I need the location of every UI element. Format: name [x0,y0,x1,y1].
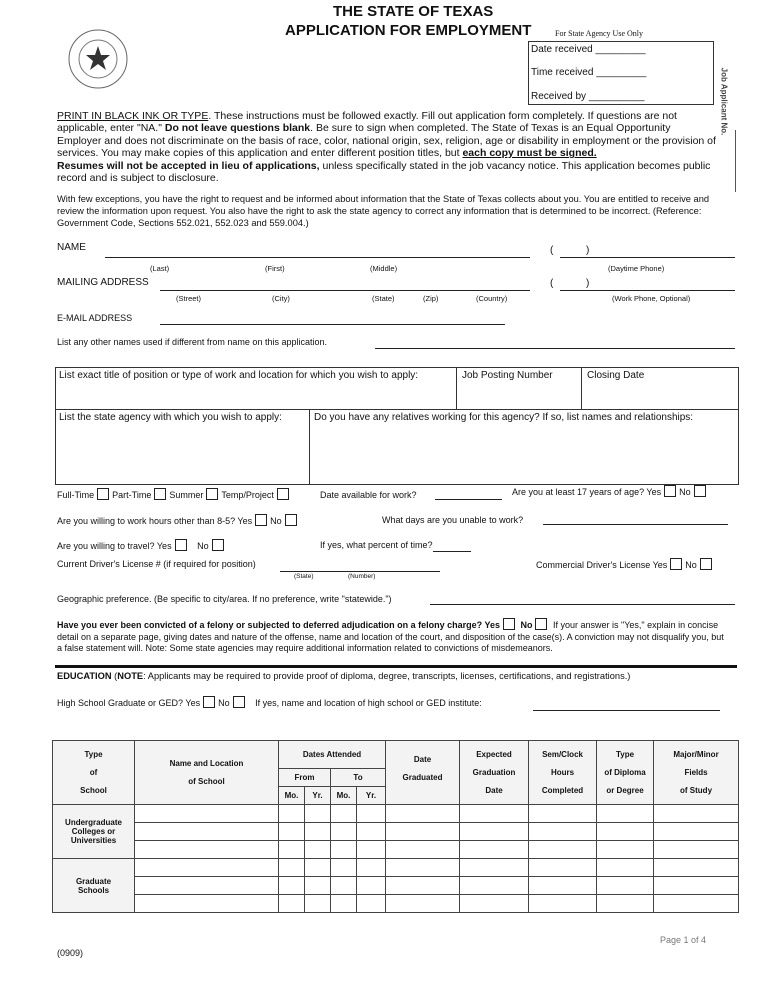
full-time-label: Full-Time [57,490,95,500]
table-row [53,895,739,913]
table-cell[interactable] [135,841,279,859]
from-header: From [279,769,331,787]
instruction-bold: each copy must be signed. [462,147,597,160]
dates-attended-header: Dates Attended [279,741,386,769]
geo-label: Geographic preference. (Be specific to city/area. If no preference, write "statewide.") [57,594,392,604]
table-cell[interactable] [331,859,357,877]
mailing-label: MAILING ADDRESS [57,277,149,288]
table-cell[interactable] [357,823,386,841]
instructions-paragraph [57,110,717,184]
closing-date-label[interactable]: Closing Date [587,370,645,381]
table-cell[interactable] [135,877,279,895]
table-cell[interactable] [597,895,654,913]
table-cell[interactable] [654,877,739,895]
age-row [512,485,709,497]
table-cell[interactable] [305,895,331,913]
name-label: NAME [57,242,86,253]
paren: ) [586,278,590,289]
table-cell[interactable] [597,805,654,823]
state-label: (State) [372,294,395,303]
hours-row [57,514,300,526]
school-type-cell: Graduate Schools [53,859,135,913]
license-field[interactable] [280,571,440,572]
cdl-row [536,558,715,570]
days-unable-label: What days are you unable to work? [382,515,524,525]
paren: ( [550,245,554,256]
education-heading [57,671,630,681]
name-location-header: Name and Location of School [135,741,279,805]
cdl-no-checkbox[interactable] [700,558,712,570]
texas-seal-logo [67,28,129,90]
table-cell[interactable] [654,823,739,841]
instruction-bold: Resumes will not be accepted in lieu of applications, [57,159,320,172]
table-cell[interactable] [654,841,739,859]
table-cell[interactable] [460,859,529,877]
table-cell[interactable] [386,859,460,877]
hours-yes-checkbox[interactable] [255,514,267,526]
license-state-label: (State) [294,573,314,580]
part-time-checkbox[interactable] [154,488,166,500]
street-label: (Street) [176,294,202,303]
table-cell[interactable] [331,841,357,859]
to-header: To [331,769,386,787]
table-cell[interactable] [386,805,460,823]
table-cell[interactable] [357,895,386,913]
paren: ) [586,245,590,256]
hs-no-checkbox[interactable] [233,696,245,708]
table-cell[interactable] [460,841,529,859]
agency-use-label: For State Agency Use Only [555,29,643,38]
temp-label: Temp/Project [221,490,274,500]
no-label: No [218,698,230,708]
privacy-paragraph: With few exceptions, you have the right to request and be informed about information that the State of Texas collects about you. You are entitled to receive and review the information upon request. You also have the right to ask the state agency to correct any information that is determined to be incorrect. (Reference: Government Code, Sections 552.021, 552.023 and 559.004.) [57,194,710,228]
table-cell[interactable] [305,841,331,859]
major-minor-header: Major/Minor Fields of Study [654,741,739,805]
expected-graduation-header: Expected Graduation Date [460,741,529,805]
high-school-row [57,696,482,708]
table-cell[interactable] [357,805,386,823]
felony-question: Have you ever been convicted of a felony or subjected to deferred adjudication on a felony charge? Yes [57,620,500,630]
table-cell[interactable] [597,841,654,859]
table-cell[interactable] [279,823,305,841]
relatives-label[interactable]: Do you have any relatives working for this agency? If so, list names and relationships: [314,412,694,423]
percent-field[interactable] [433,551,471,552]
position-box [55,367,739,485]
table-cell[interactable] [529,859,597,877]
mo-header: Mo. [331,787,357,805]
section-divider [55,665,737,668]
table-cell[interactable] [305,877,331,895]
table-cell[interactable] [386,895,460,913]
position-title-label[interactable]: List exact title of position or type of work and location for which you wish to apply: [59,370,419,381]
yr-header: Yr. [305,787,331,805]
date-graduated-header: Date Graduated [386,741,460,805]
table-cell[interactable] [460,895,529,913]
table-cell[interactable] [279,895,305,913]
felony-paragraph [57,618,729,655]
instruction-bold: Do not leave questions blank [164,122,311,135]
name-field[interactable] [105,257,530,258]
note-open: ( [111,671,118,681]
hs-yes-checkbox[interactable] [203,696,215,708]
percent-label: If yes, what percent of time? [320,540,433,550]
agency-label[interactable]: List the state agency with which you wish to apply: [59,412,282,423]
table-cell[interactable] [305,859,331,877]
diploma-type-header: Type of Diploma or Degree [597,741,654,805]
school-type-cell: Undergraduate Colleges or Universities [53,805,135,859]
table-cell[interactable] [529,805,597,823]
table-cell[interactable] [529,823,597,841]
received-by: Received by __________ [531,91,645,102]
table-cell[interactable] [529,841,597,859]
table-cell[interactable] [597,823,654,841]
page-number: Page 1 of 4 [660,935,707,945]
table-cell[interactable] [135,805,279,823]
hours-label: Are you willing to work hours other than 8-5? Yes [57,516,253,526]
license-number-label: (Number) [348,573,376,580]
table-cell[interactable] [331,805,357,823]
table-cell[interactable] [279,805,305,823]
table-row [53,841,739,859]
job-applicant-line[interactable] [735,130,736,192]
table-cell[interactable] [279,841,305,859]
table-cell[interactable] [331,877,357,895]
table-cell[interactable] [357,859,386,877]
date-available-field[interactable] [435,499,502,500]
no-label: No [520,620,533,630]
table-cell[interactable] [654,805,739,823]
date-available-label: Date available for work? [320,490,417,500]
geo-field[interactable] [430,604,735,605]
hs-name-field[interactable] [533,710,720,711]
instruction-text: unless specifically stated in the job vacancy notice. This application becomes public record and is subject to disclosure. [57,159,711,185]
table-cell[interactable] [460,823,529,841]
table-cell[interactable] [331,895,357,913]
hours-completed-header: Sem/Clock Hours Completed [529,741,597,805]
table-row [53,859,739,877]
travel-no-checkbox[interactable] [212,539,224,551]
city-label: (City) [272,294,290,303]
daytime-phone-field[interactable] [560,257,735,258]
table-row [53,877,739,895]
table-cell[interactable] [357,841,386,859]
instruction-text: . These instructions must be followed exactly. Fill out application form completely. If questions are not applicable, enter "NA." [57,110,677,135]
education-title: EDUCATION [57,671,112,681]
travel-label: Are you willing to travel? Yes [57,541,172,551]
table-cell[interactable] [305,823,331,841]
note-text: : Applicants may be required to provide proof of diploma, degree, transcripts, licenses, certifications, and registrations.) [143,671,631,681]
table-cell[interactable] [654,895,739,913]
temp-checkbox[interactable] [277,488,289,500]
hs-name-label: If yes, name and location of high school or GED institute: [255,698,482,708]
daytime-phone-label: (Daytime Phone) [608,264,665,273]
table-cell[interactable] [460,805,529,823]
middle-label: (Middle) [370,264,398,273]
age-yes-checkbox[interactable] [664,485,676,497]
title-state: THE STATE OF TEXAS [333,3,494,20]
travel-yes-checkbox[interactable] [175,539,187,551]
table-cell[interactable] [386,877,460,895]
table-cell[interactable] [460,877,529,895]
cdl-yes-checkbox[interactable] [670,558,682,570]
table-cell[interactable] [386,841,460,859]
license-label: Current Driver's License # (if required for position) [57,559,256,569]
table-cell[interactable] [279,877,305,895]
days-unable-field[interactable] [543,524,728,525]
table-row [53,805,739,823]
table-cell[interactable] [529,877,597,895]
no-label: No [679,487,691,497]
agency-use-box [528,41,714,105]
time-received: Time received _________ [531,67,647,78]
title-application: APPLICATION FOR EMPLOYMENT [285,22,532,39]
date-received: Date received _________ [531,44,646,55]
email-label: E-MAIL ADDRESS [57,313,133,323]
job-posting-label[interactable]: Job Posting Number [462,370,553,381]
job-applicant-no: Job Applicant No. [719,67,729,136]
last-label: (Last) [150,264,170,273]
table-cell[interactable] [386,823,460,841]
felony-explanation: If your answer is "Yes," explain in concise detail on a separate page, giving dates and nature of the offense, name and location of the court, and disposition of the case(s). A conviction may not disqualify you, but a false statement will. Note: Some state agencies may require additional information related to convictions of misdemeanors. [57,620,724,654]
no-label: No [197,541,209,551]
table-cell[interactable] [135,823,279,841]
summer-checkbox[interactable] [206,488,218,500]
form-code: (0909) [57,948,84,958]
no-label: No [270,516,282,526]
felony-no-checkbox[interactable] [535,618,547,630]
work-phone-field[interactable] [560,290,735,291]
education-table [52,740,739,913]
table-cell[interactable] [529,895,597,913]
print-instruction: PRINT IN BLACK INK OR TYPE [57,110,209,122]
table-cell[interactable] [135,859,279,877]
instruction-text: . Be sure to sign when completed. The State of Texas is an Equal Opportunity Employer and does not discriminate on the basis of race, color, national origin, sex, religion, age or disability in employment or the provision of services. You may make copies of this application and enter different position titles, but [57,122,716,160]
table-cell[interactable] [357,877,386,895]
zip-label: (Zip) [423,294,439,303]
hours-no-checkbox[interactable] [285,514,297,526]
email-field[interactable] [160,324,505,325]
table-cell[interactable] [279,859,305,877]
table-cell[interactable] [331,823,357,841]
table-cell[interactable] [597,877,654,895]
other-names-label: List any other names used if different from name on this application. [57,337,327,347]
table-cell[interactable] [597,859,654,877]
part-time-label: Part-Time [112,490,152,500]
table-cell[interactable] [654,859,739,877]
travel-row [57,539,227,551]
note-label: NOTE [117,671,144,681]
table-row [53,823,739,841]
mailing-field[interactable] [160,290,530,291]
hs-label: High School Graduate or GED? Yes [57,698,201,708]
no-label: No [685,560,697,570]
paren: ( [550,278,554,289]
age-label: Are you at least 17 years of age? Yes [512,487,662,497]
summer-label: Summer [169,490,204,500]
country-label: (Country) [476,294,508,303]
yr-header: Yr. [357,787,386,805]
cdl-label: Commercial Driver's License Yes [536,560,668,570]
mo-header: Mo. [279,787,305,805]
age-no-checkbox[interactable] [694,485,706,497]
other-names-field[interactable] [375,348,735,349]
work-phone-label: (Work Phone, Optional) [612,294,691,303]
table-cell[interactable] [135,895,279,913]
full-time-checkbox[interactable] [97,488,109,500]
felony-yes-checkbox[interactable] [503,618,515,630]
table-cell[interactable] [305,805,331,823]
first-label: (First) [265,264,285,273]
employment-type-row [57,488,292,500]
type-of-school-header: Type of School [53,741,135,805]
